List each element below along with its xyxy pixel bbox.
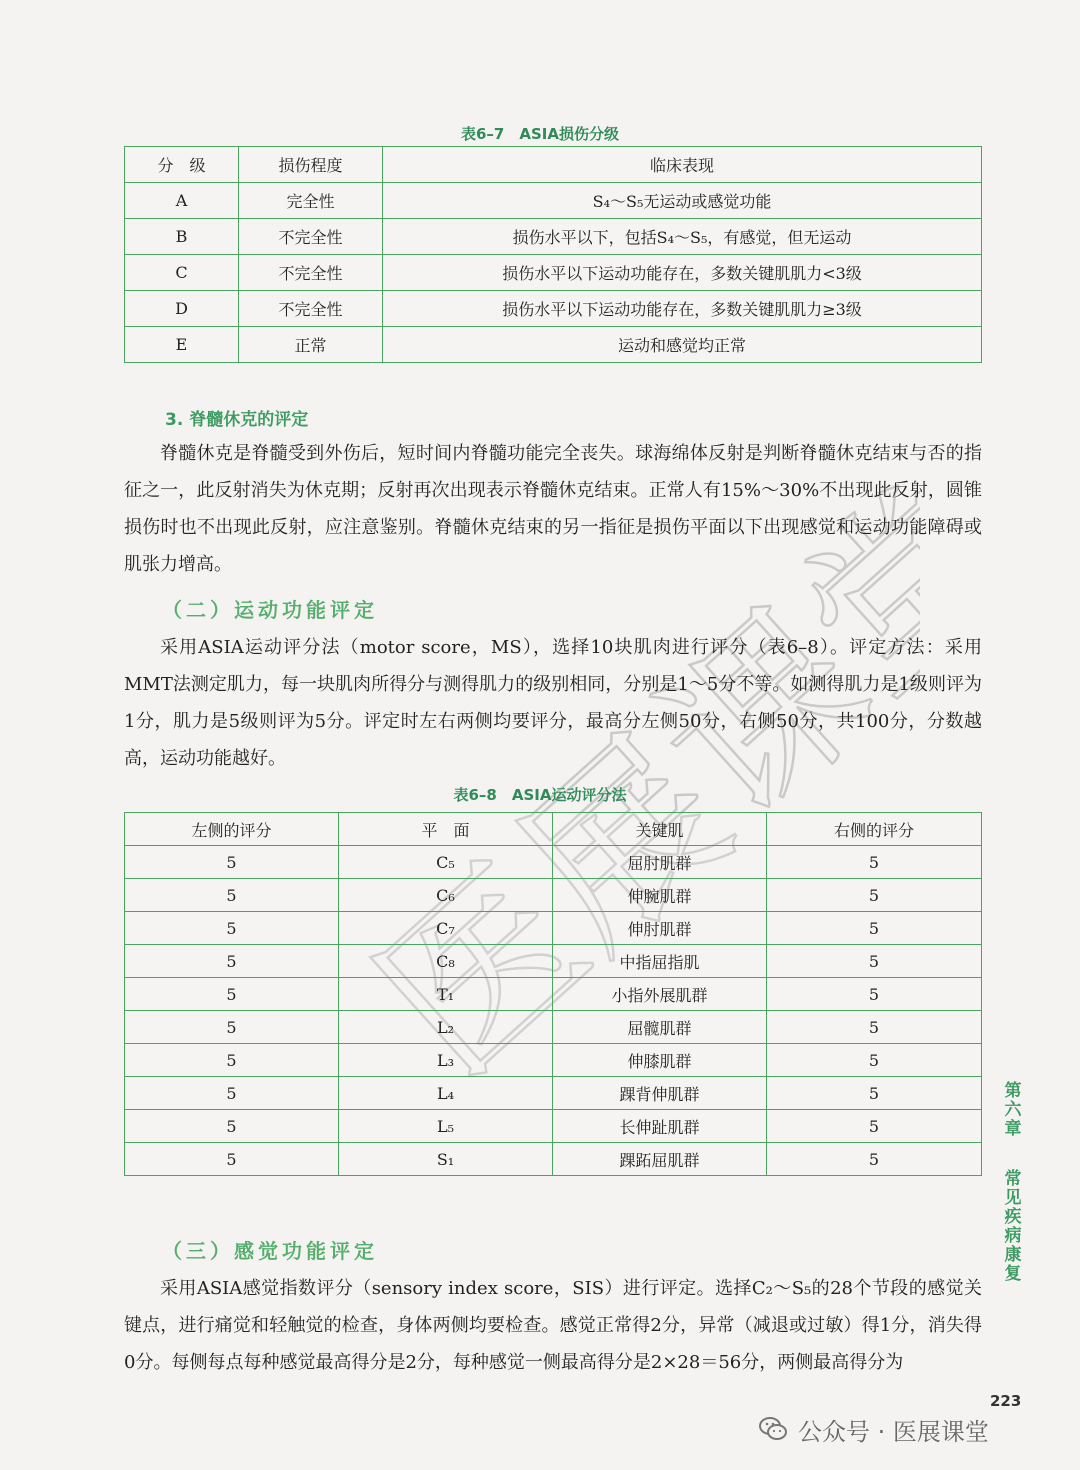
table-header-row xyxy=(125,147,982,183)
table-cell: 5 xyxy=(125,945,339,978)
table2-caption: 表6–8 ASIA运动评分法 xyxy=(453,786,627,804)
table-row xyxy=(125,912,982,945)
table-cell: 不完全性 xyxy=(239,291,383,327)
table-cell: 5 xyxy=(767,1044,982,1077)
table-cell: S₁ xyxy=(339,1143,553,1176)
table-cell: 5 xyxy=(767,1110,982,1143)
table-row xyxy=(125,291,982,327)
table-cell: D xyxy=(125,291,239,327)
table-cell: C₅ xyxy=(339,846,553,879)
table-cell: 5 xyxy=(125,879,339,912)
table-cell: 损伤水平以下，包括S₄～S₅，有感觉，但无运动 xyxy=(383,219,982,255)
table-cell: 损伤水平以下运动功能存在，多数关键肌肌力≥3级 xyxy=(383,291,982,327)
table-cell: B xyxy=(125,219,239,255)
header-cell: 损伤程度 xyxy=(239,147,383,183)
motor-paragraph: 采用ASIA运动评分法（motor score，MS），选择10块肌肉进行评分（表6–8）。评定方法：采用MMT法测定肌力，每一块肌肉所得分与测得肌力的级别相同，分别是1～5分不等。如测得肌力是1级则评为1分，肌力是5级则评为5分。评定时左右两侧均要评分，最高分左侧50分，右侧50分，共100分，分数越高，运动功能越好。 xyxy=(124,637,982,769)
table-cell: L₃ xyxy=(339,1044,553,1077)
table-cell: 小指外展肌群 xyxy=(553,978,767,1011)
table-cell: 长伸趾肌群 xyxy=(553,1110,767,1143)
table-cell: 损伤水平以下运动功能存在，多数关键肌肌力<3级 xyxy=(383,255,982,291)
table-cell: 5 xyxy=(767,912,982,945)
table-row xyxy=(125,1077,982,1110)
table-cell: 5 xyxy=(767,945,982,978)
asia-motor-table xyxy=(124,812,982,1176)
table-row xyxy=(125,1011,982,1044)
page-number: 223 xyxy=(990,1392,1022,1410)
table-header-row xyxy=(125,813,982,846)
table-row xyxy=(125,1110,982,1143)
table-row xyxy=(125,255,982,291)
table-cell: 5 xyxy=(125,846,339,879)
table-cell: 5 xyxy=(125,1110,339,1143)
table-cell: 屈髋肌群 xyxy=(553,1011,767,1044)
section3-heading: 3. 脊髓休克的评定 xyxy=(165,410,309,430)
table-row xyxy=(125,327,982,363)
table-cell: 5 xyxy=(125,912,339,945)
asia-impairment-table xyxy=(124,146,982,363)
table-cell: C₆ xyxy=(339,879,553,912)
table-cell: 中指屈指肌 xyxy=(553,945,767,978)
table-row xyxy=(125,1044,982,1077)
table-cell: 5 xyxy=(767,1143,982,1176)
header-cell: 右侧的评分 xyxy=(767,813,982,846)
table-cell: L₄ xyxy=(339,1077,553,1110)
footer xyxy=(758,1412,989,1446)
table-cell: 5 xyxy=(125,1143,339,1176)
table-cell: 5 xyxy=(125,1077,339,1110)
table-cell: 不完全性 xyxy=(239,219,383,255)
header-cell: 临床表现 xyxy=(383,147,982,183)
sensory-paragraph: 采用ASIA感觉指数评分（sensory index score，SIS）进行评定。选择C₂～S₅的28个节段的感觉关键点，进行痛觉和轻触觉的检查，身体两侧均要检查。感觉正常得2分，异常（减退或过敏）得1分，消失得0分。每侧每点每种感觉最高得分是2分，每种感觉一侧最高得分是2×28＝56分，两侧最高得分为 xyxy=(124,1278,982,1373)
table-cell: 伸肘肌群 xyxy=(553,912,767,945)
table-row xyxy=(125,183,982,219)
section3-paragraph: 脊髓休克是脊髓受到外伤后，短时间内脊髓功能完全丧失。球海绵体反射是判断脊髓休克结束与否的指征之一，此反射消失为休克期；反射再次出现表示脊髓休克结束。正常人有15%～30%不出现此反射，圆锥损伤时也不出现此反射，应注意鉴别。脊髓休克结束的另一指征是损伤平面以下出现感觉和运动功能障碍或肌张力增高。 xyxy=(124,443,982,575)
table-cell: 5 xyxy=(767,978,982,1011)
table-cell: 5 xyxy=(767,1011,982,1044)
table-cell: L₂ xyxy=(339,1011,553,1044)
table-cell: 5 xyxy=(125,978,339,1011)
table-cell: C xyxy=(125,255,239,291)
table-cell: 踝背伸肌群 xyxy=(553,1077,767,1110)
table1-caption: 表6–7 ASIA损伤分级 xyxy=(461,125,619,143)
table-row xyxy=(125,879,982,912)
table-row xyxy=(125,1143,982,1176)
table-cell: 伸膝肌群 xyxy=(553,1044,767,1077)
table-row xyxy=(125,219,982,255)
table-cell: T₁ xyxy=(339,978,553,1011)
header-cell: 左侧的评分 xyxy=(125,813,339,846)
table-cell: 屈肘肌群 xyxy=(553,846,767,879)
table-cell: 5 xyxy=(767,879,982,912)
table-cell: A xyxy=(125,183,239,219)
header-cell: 分 级 xyxy=(125,147,239,183)
sensory-heading: （三）感觉功能评定 xyxy=(162,1239,378,1263)
table-cell: 不完全性 xyxy=(239,255,383,291)
motor-heading: （二）运动功能评定 xyxy=(162,598,378,622)
table-cell: 5 xyxy=(767,1077,982,1110)
table-cell: 正常 xyxy=(239,327,383,363)
table-cell: 5 xyxy=(125,1011,339,1044)
table-cell: 运动和感觉均正常 xyxy=(383,327,982,363)
wechat-icon xyxy=(758,1415,788,1443)
table-cell: C₇ xyxy=(339,912,553,945)
table-row xyxy=(125,978,982,1011)
table-cell: 5 xyxy=(767,846,982,879)
table-cell: 伸腕肌群 xyxy=(553,879,767,912)
table-cell: 踝跖屈肌群 xyxy=(553,1143,767,1176)
header-cell: 关键肌 xyxy=(553,813,767,846)
chapter-label: 第六章 xyxy=(1004,1081,1022,1139)
table-cell: L₅ xyxy=(339,1110,553,1143)
table-cell: S₄～S₅无运动或感觉功能 xyxy=(383,183,982,219)
table-cell: E xyxy=(125,327,239,363)
chapter-title: 常见疾病康复 xyxy=(1004,1169,1022,1284)
header-cell: 平 面 xyxy=(339,813,553,846)
table-row xyxy=(125,846,982,879)
table-cell: 完全性 xyxy=(239,183,383,219)
table-cell: C₈ xyxy=(339,945,553,978)
watermark-text: 医展课堂 xyxy=(338,443,920,1080)
table-cell: 5 xyxy=(125,1044,339,1077)
table-row xyxy=(125,945,982,978)
footer-text: 公众号 · 医展课堂 xyxy=(798,1417,989,1446)
